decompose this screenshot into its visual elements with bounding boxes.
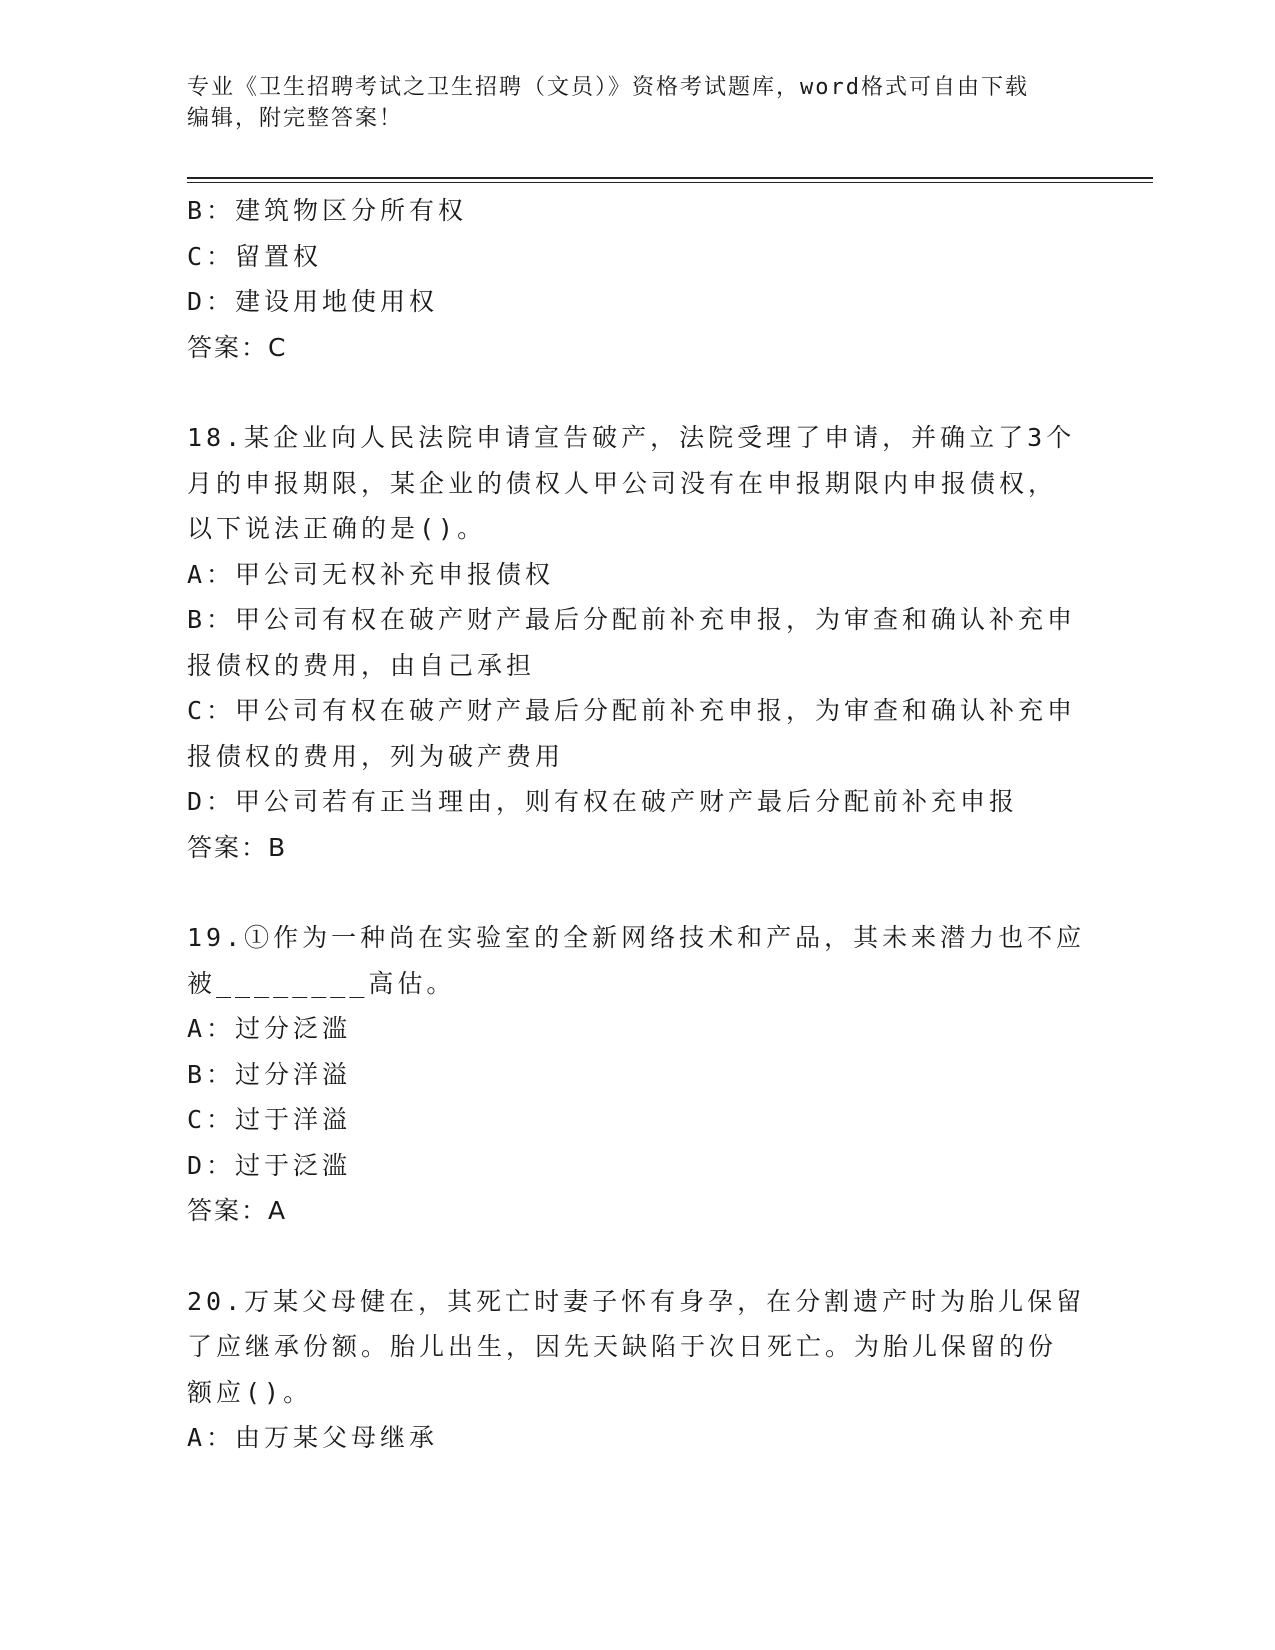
q18-option-d: D：甲公司若有正当理由，则有权在破产财产最后分配前补充申报: [187, 787, 1019, 816]
question-list: [187, 188, 1086, 1461]
q17-option-b: B：建筑物区分所有权: [187, 196, 468, 225]
q19-option-a: A：过分泛滥: [187, 1014, 352, 1043]
q18-stem-line-3: 以下说法正确的是()。: [187, 514, 487, 543]
spacer: [187, 870, 1077, 915]
q20-stem-line-3: 额应()。: [187, 1377, 313, 1407]
q20-option-a: A：由万某父母继承: [187, 1423, 439, 1452]
question-20-block: [187, 1279, 1086, 1461]
q17-option-c: C：留置权: [187, 241, 323, 271]
q19-stem-line-1: 19.①作为一种尚在实验室的全新网络技术和产品，其未来潜力也不应: [187, 923, 1086, 952]
q18-stem-line-2: 月的申报期限，某企业的债权人甲公司没有在申报期限内申报债权，: [187, 468, 1058, 498]
header-rule-thin: [187, 182, 1153, 183]
q18-stem-line-1: 18.某企业向人民法院申请宣告破产，法院受理了申请，并确立了3个: [187, 423, 1076, 452]
header-rule-thick: [187, 177, 1153, 179]
q19-option-b: B：过分洋溢: [187, 1059, 352, 1089]
q18-option-b-line-2: 报债权的费用，由自己承担: [187, 650, 536, 680]
spacer: [187, 370, 1077, 415]
q17-answer: 答案：C: [187, 332, 288, 362]
q20-stem-line-2: 了应继承份额。胎儿出生，因先天缺陷于次日死亡。为胎儿保留的份: [187, 1332, 1058, 1361]
q18-option-a: A：甲公司无权补充申报债权: [187, 559, 555, 589]
q19-stem-line-2: 被________高估。: [187, 968, 456, 998]
q19-option-d: D：过于泛滥: [187, 1150, 352, 1180]
question-17-block: [187, 188, 1077, 370]
header-line-2: 编辑，附完整答案！: [187, 106, 404, 131]
q18-option-c-line-1: C：甲公司有权在破产财产最后分配前补充申报，为审查和确认补充申: [187, 696, 1077, 725]
q18-option-c-line-2: 报债权的费用，列为破产费用: [187, 741, 565, 771]
header-line-1: 专业《卫生招聘考试之卫生招聘（文员）》资格考试题库，word格式可自由下载: [187, 75, 1029, 100]
q18-answer: 答案：B: [187, 832, 288, 862]
question-18-block: [187, 415, 1077, 870]
question-19-block: [187, 915, 1086, 1234]
document-header: [187, 72, 1067, 134]
q19-option-c: C：过于洋溢: [187, 1105, 352, 1134]
q18-option-b-line-1: B：甲公司有权在破产财产最后分配前补充申报，为审查和确认补充申: [187, 605, 1077, 634]
q19-answer: 答案：A: [187, 1196, 288, 1225]
spacer: [187, 1234, 1077, 1279]
q20-stem-line-1: 20.万某父母健在，其死亡时妻子怀有身孕，在分割遗产时为胎儿保留: [187, 1286, 1086, 1316]
q17-option-d: D：建设用地使用权: [187, 287, 439, 316]
